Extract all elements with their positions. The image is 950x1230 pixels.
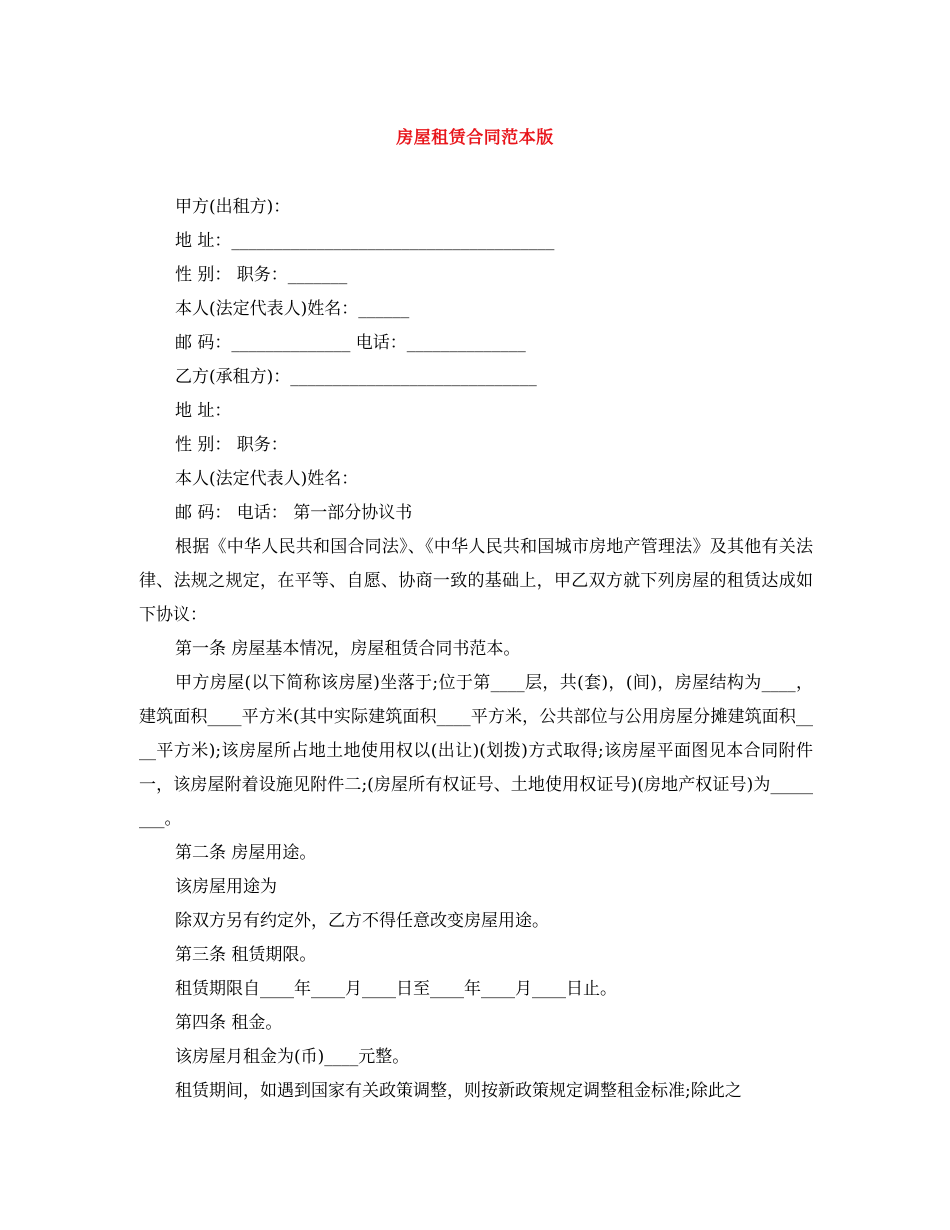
preamble-paragraph: 根据《中华人民共和国合同法》、《中华人民共和国城市房地产管理法》及其他有关法律、法规之规定，在平等、自愿、协商一致的基础上，甲乙双方就下列房屋的租赁达成如下协议： [139, 537, 813, 625]
article-4-line-2: 租赁期间，如遇到国家有关政策调整，则按新政策规定调整租金标准;除此之 [175, 1081, 742, 1101]
party-a-label: 甲方(出租方)： [175, 197, 291, 217]
article-1-heading: 第一条 房屋基本情况，房屋租赁合同书范本。 [175, 639, 521, 659]
article-2-heading: 第二条 房屋用途。 [175, 843, 317, 863]
party-a-gender-position: 性 别： 职务：_______ [175, 265, 348, 285]
party-b-gender-position: 性 别： 职务： [175, 435, 288, 455]
article-3-heading: 第三条 租赁期限。 [175, 945, 317, 965]
document-body [139, 190, 813, 1108]
article-4-line-1: 该房屋月租金为(币)____元整。 [175, 1047, 410, 1067]
party-a-representative: 本人(法定代表人)姓名：______ [175, 299, 410, 319]
article-2-line-2: 除双方另有约定外，乙方不得任意改变房屋用途。 [175, 911, 549, 931]
party-a-address: 地 址：______________________________________ [175, 231, 555, 251]
article-3-text: 租赁期限自____年____月____日至____年____月____日止。 [175, 979, 617, 999]
article-4-heading: 第四条 租金。 [175, 1013, 283, 1033]
party-b-label: 乙方(承租方)：_____________________________ [175, 367, 537, 387]
party-b-postcode-phone: 邮 码： 电话： 第一部分协议书 [175, 503, 413, 523]
article-1-text: 甲方房屋(以下简称该房屋)坐落于;位于第____层，共(套)，(间)，房屋结构为____，建筑面积____平方米(其中实际建筑面积____平方米，公共部位与公用房屋分摊建筑面积____平方米);该房屋所占地土地使用权以(出让)(划拨)方式取得;该房屋平面图见本合同附件一，该房屋附着设施见附件二;(房屋所有权证号、土地使用权证号)(房地产权证号)为________。 [139, 673, 813, 829]
party-b-address: 地 址： [175, 401, 232, 421]
document-title: 房屋租赁合同范本版 [396, 128, 554, 148]
article-2-line-1: 该房屋用途为 [175, 877, 277, 897]
party-a-postcode-phone: 邮 码：______________ 电话：______________ [175, 333, 526, 353]
party-b-representative: 本人(法定代表人)姓名： [175, 469, 359, 489]
